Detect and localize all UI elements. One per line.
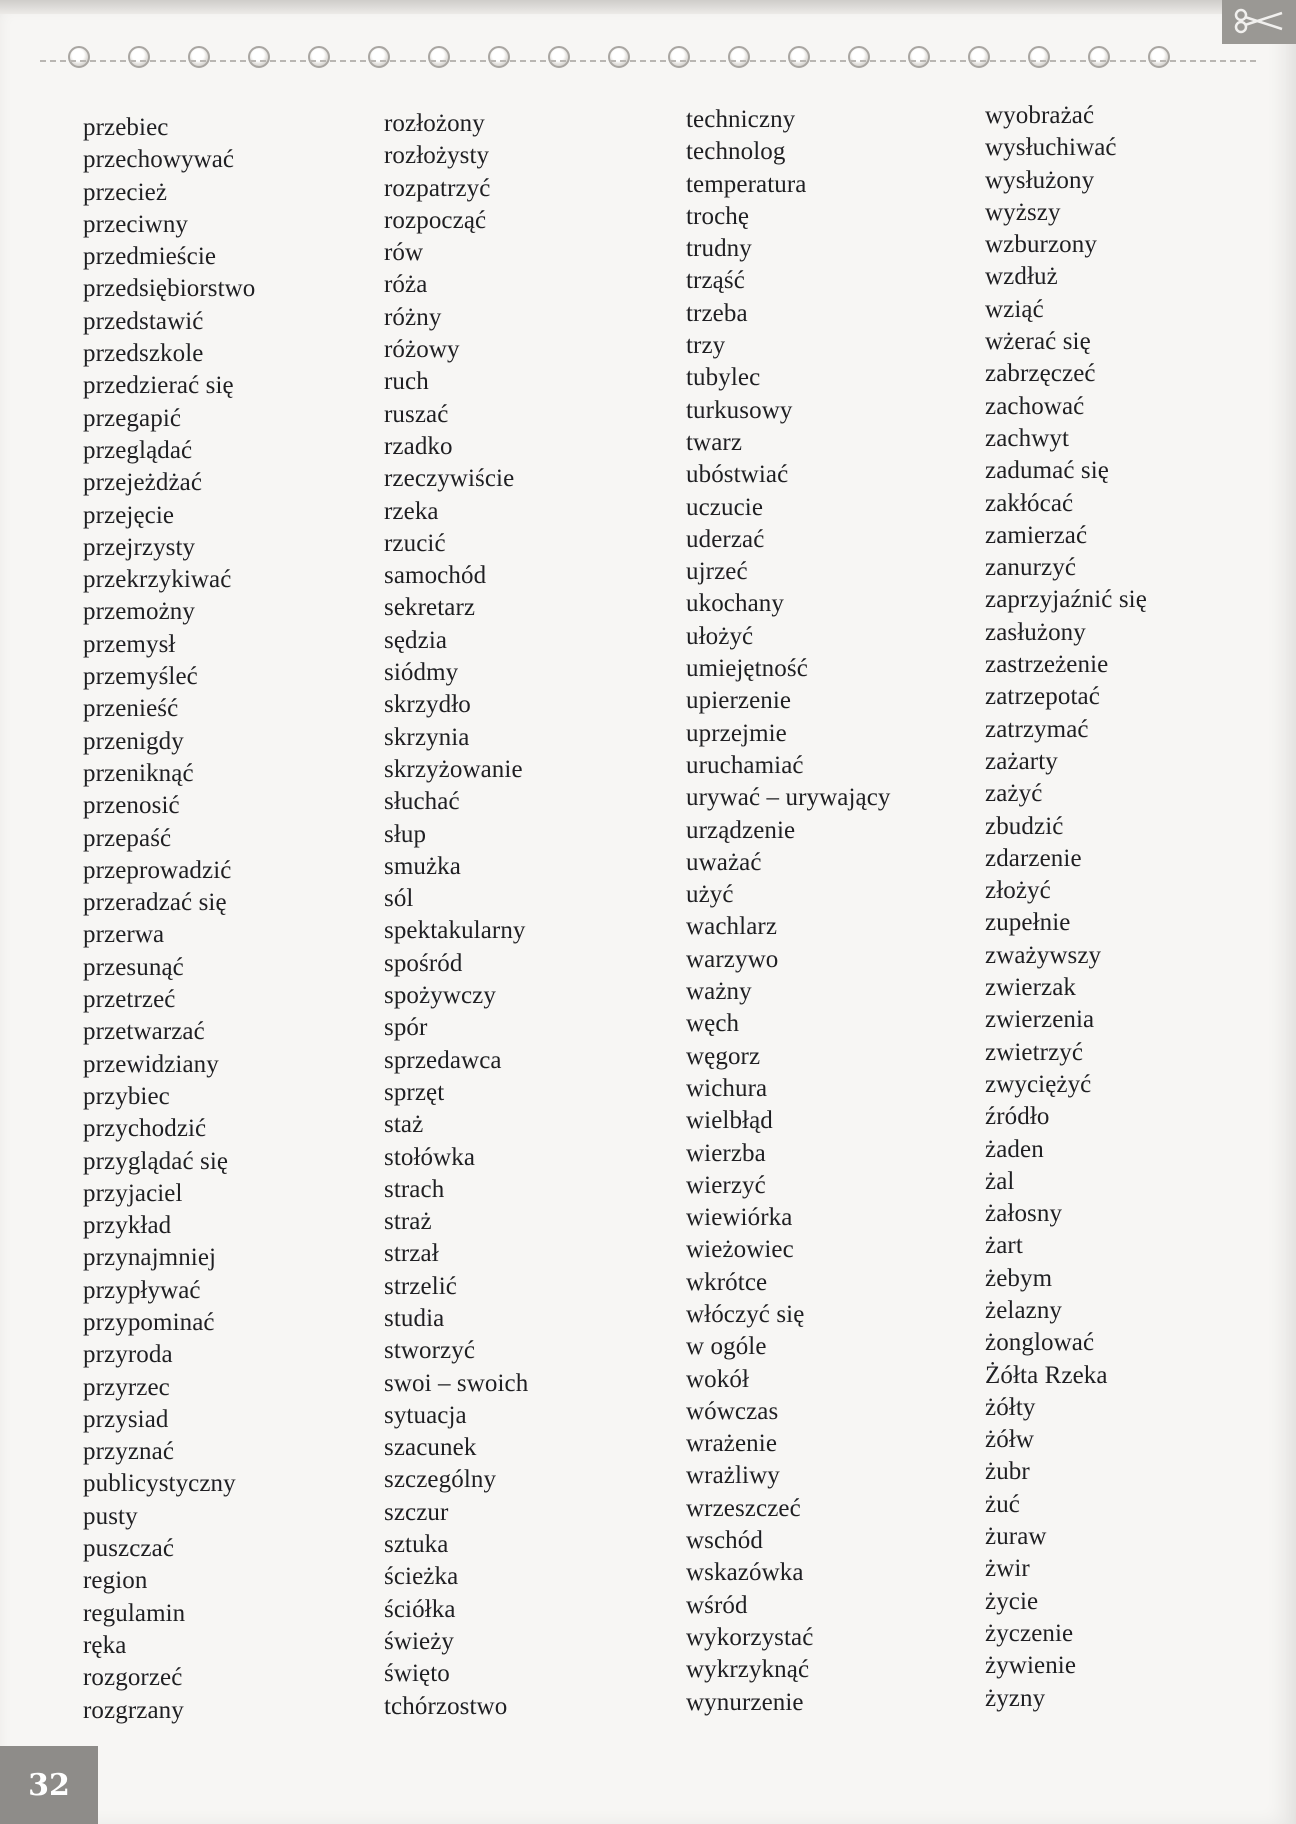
word-entry: rozgorzeć	[83, 1664, 183, 1692]
word-entry: Żółta Rzeka	[985, 1361, 1108, 1389]
word-entry: rozłożony	[384, 110, 485, 137]
word-entry: urządzenie	[686, 816, 796, 844]
punch-hole	[848, 46, 870, 68]
word-entry: trudny	[686, 235, 752, 263]
word-entry: zwierzenia	[985, 1006, 1095, 1034]
word-entry: słup	[384, 820, 427, 848]
word-entry: przedsiębiorstwo	[83, 275, 256, 303]
word-entry: uruchamiać	[686, 751, 804, 779]
word-entry: zatrzepotać	[985, 683, 1100, 711]
word-entry: sprzedawca	[384, 1046, 502, 1074]
word-entry: żonglować	[985, 1329, 1095, 1357]
punch-hole	[1148, 46, 1170, 68]
word-entry: trzy	[686, 332, 726, 360]
word-entry: studia	[384, 1304, 445, 1332]
word-entry: wrzeszczeć	[686, 1494, 801, 1522]
word-entry: żaden	[985, 1135, 1044, 1163]
word-entry: węch	[686, 1010, 740, 1038]
word-entry: urywać – urywający	[686, 784, 891, 812]
word-entry: wiewiórka	[686, 1204, 793, 1232]
word-entry: przegapić	[83, 404, 182, 432]
word-entry: życzenie	[985, 1619, 1074, 1647]
word-entry: zażarty	[985, 747, 1058, 775]
word-entry: przejrzysty	[83, 533, 196, 561]
punch-hole	[488, 46, 510, 68]
word-entry: włóczyć się	[686, 1300, 805, 1328]
word-entry: żelazny	[985, 1296, 1063, 1324]
word-entry: ruszać	[384, 400, 449, 428]
word-entry: przysiad	[83, 1405, 169, 1433]
punch-hole	[728, 46, 750, 68]
word-entry: rzadko	[384, 432, 453, 460]
word-entry: ułożyć	[686, 622, 754, 650]
word-entry: sekretarz	[384, 594, 476, 622]
word-entry: rów	[384, 239, 424, 267]
word-entry: regulamin	[83, 1599, 186, 1627]
word-entry: puszczać	[83, 1535, 175, 1563]
punch-hole	[188, 46, 210, 68]
word-entry: żuć	[985, 1490, 1020, 1518]
word-entry: zupełnie	[985, 909, 1071, 937]
word-column-4	[985, 100, 1147, 1715]
punch-hole	[68, 46, 90, 68]
word-entry: żart	[985, 1232, 1023, 1260]
word-entry: źródło	[985, 1103, 1050, 1131]
word-entry: rzeczywiście	[384, 465, 515, 493]
word-entry: sztuka	[384, 1531, 449, 1559]
word-entry: życie	[985, 1587, 1039, 1615]
word-entry: sprzęt	[384, 1078, 445, 1106]
punch-hole	[548, 46, 570, 68]
word-entry: upierzenie	[686, 687, 792, 715]
word-entry: sędzia	[384, 626, 448, 654]
word-entry: przyznać	[83, 1438, 175, 1466]
word-entry: wśród	[686, 1591, 748, 1619]
word-entry: rozgrzany	[83, 1696, 184, 1724]
word-entry: swoi – swoich	[384, 1369, 529, 1397]
punch-hole	[248, 46, 270, 68]
word-entry: zwietrzyć	[985, 1038, 1084, 1066]
word-entry: przebiec	[83, 114, 169, 141]
word-entry: zamierzać	[985, 521, 1088, 549]
word-entry: spożywczy	[384, 982, 496, 1010]
word-entry: rzeka	[384, 497, 439, 525]
word-entry: zastrzeżenie	[985, 651, 1109, 679]
word-entry: zatrzymać	[985, 715, 1089, 743]
word-entry: zaprzyjaźnić się	[985, 586, 1147, 614]
word-entry: zasłużony	[985, 618, 1086, 646]
punch-hole	[308, 46, 330, 68]
corner-tab	[1222, 0, 1296, 44]
word-entry: zbudzić	[985, 812, 1064, 840]
word-entry: zwierzak	[985, 974, 1077, 1002]
word-entry: siódmy	[384, 659, 459, 687]
word-entry: róża	[384, 271, 428, 299]
word-entry: wysłużony	[985, 166, 1095, 194]
punch-hole	[968, 46, 990, 68]
word-entry: staż	[384, 1111, 424, 1139]
word-entry: sól	[384, 885, 414, 913]
word-entry: zachwyt	[985, 424, 1069, 452]
word-entry: wzdłuż	[985, 263, 1058, 291]
word-entry: przejeżdżać	[83, 469, 203, 497]
punch-hole	[908, 46, 930, 68]
word-entry: ręka	[83, 1631, 127, 1659]
word-entry: przynajmniej	[83, 1244, 217, 1272]
word-entry: wówczas	[686, 1397, 779, 1425]
word-entry: przewidziany	[83, 1050, 219, 1078]
word-entry: różowy	[384, 336, 460, 364]
word-entry: rozpatrzyć	[384, 174, 491, 202]
word-entry: przedmieście	[83, 243, 217, 271]
word-entry: przetrzeć	[83, 986, 176, 1014]
word-entry: przykład	[83, 1212, 172, 1240]
word-entry: wrażliwy	[686, 1462, 780, 1490]
word-entry: zważywszy	[985, 941, 1102, 969]
word-entry: wzburzony	[985, 231, 1097, 259]
word-entry: przesunąć	[83, 953, 184, 981]
word-entry: przyroda	[83, 1341, 173, 1369]
word-entry: wyższy	[985, 198, 1061, 226]
word-entry: ukochany	[686, 590, 784, 618]
word-entry: przekrzykiwać	[83, 566, 232, 594]
word-entry: wykrzyknąć	[686, 1656, 810, 1684]
word-entry: temperatura	[686, 170, 807, 198]
word-entry: wichura	[686, 1074, 768, 1102]
word-entry: żyzny	[985, 1684, 1046, 1712]
perforation-strip	[40, 42, 1256, 72]
page-number: 32	[0, 1746, 98, 1824]
word-entry: ścieżka	[384, 1563, 459, 1591]
word-entry: szczur	[384, 1498, 449, 1526]
word-entry: przypływać	[83, 1276, 201, 1304]
word-entry: trochę	[686, 202, 750, 230]
word-entry: strzelić	[384, 1272, 457, 1300]
word-entry: uderzać	[686, 525, 765, 553]
word-entry: wziąć	[985, 295, 1044, 323]
punch-hole	[1028, 46, 1050, 68]
word-entry: tubylec	[686, 364, 761, 392]
word-entry: rozpocząć	[384, 206, 487, 234]
word-entry: przeradzać się	[83, 889, 227, 917]
word-entry: złożyć	[985, 877, 1051, 905]
word-entry: przemyśleć	[83, 663, 198, 691]
word-entry: spośród	[384, 949, 463, 977]
word-entry: wskazówka	[686, 1559, 804, 1587]
word-entry: trzeba	[686, 299, 748, 327]
word-entry: wykorzystać	[686, 1623, 814, 1651]
word-entry: wokół	[686, 1365, 749, 1393]
word-entry: zakłócać	[985, 489, 1074, 517]
word-entry: przedzierać się	[83, 372, 234, 400]
word-entry: przepaść	[83, 824, 172, 852]
word-entry: wierzba	[686, 1139, 766, 1167]
word-entry: spektakularny	[384, 917, 526, 945]
word-entry: wschód	[686, 1527, 763, 1555]
punch-hole	[368, 46, 390, 68]
word-entry: święto	[384, 1660, 450, 1688]
word-column-2	[384, 108, 528, 1723]
word-entry: żywienie	[985, 1652, 1077, 1680]
word-entry: przechowywać	[83, 146, 235, 174]
word-entry: uważać	[686, 848, 762, 876]
word-entry: stworzyć	[384, 1337, 476, 1365]
word-entry: zażyć	[985, 780, 1043, 808]
word-entry: przerwa	[83, 921, 165, 949]
word-entry: wierzyć	[686, 1171, 766, 1199]
word-entry: trząść	[686, 267, 745, 295]
word-entry: straż	[384, 1208, 432, 1236]
scissors-icon	[1232, 8, 1286, 34]
word-entry: publicystyczny	[83, 1470, 236, 1498]
word-entry: przedszkole	[83, 340, 204, 368]
word-entry: skrzynia	[384, 723, 470, 751]
word-entry: smużka	[384, 852, 461, 880]
word-entry: uczucie	[686, 493, 764, 521]
word-entry: żal	[985, 1167, 1015, 1195]
word-entry: techniczny	[686, 106, 796, 133]
word-entry: przetwarzać	[83, 1018, 205, 1046]
word-entry: stołówka	[384, 1143, 476, 1171]
word-entry: zdarzenie	[985, 844, 1082, 872]
word-entry: zabrzęczeć	[985, 360, 1096, 388]
punch-hole	[608, 46, 630, 68]
word-entry: przenigdy	[83, 727, 184, 755]
word-entry: twarz	[686, 428, 743, 456]
word-entry: przenosić	[83, 792, 180, 820]
punch-hole	[1088, 46, 1110, 68]
word-entry: przeciwny	[83, 210, 189, 238]
word-entry: wynurzenie	[686, 1688, 804, 1716]
word-entry: słuchać	[384, 788, 460, 816]
word-entry: w ogóle	[686, 1333, 767, 1361]
word-entry: przemysł	[83, 630, 176, 658]
word-entry: żwir	[985, 1555, 1030, 1583]
word-column-1	[83, 112, 255, 1727]
word-entry: region	[83, 1567, 148, 1595]
word-entry: skrzyżowanie	[384, 755, 523, 783]
word-entry: węgorz	[686, 1042, 761, 1070]
punch-hole	[668, 46, 690, 68]
word-entry: ściółka	[384, 1595, 456, 1623]
word-entry: różny	[384, 303, 442, 331]
word-entry: przychodzić	[83, 1115, 207, 1143]
punch-hole	[128, 46, 150, 68]
word-entry: użyć	[686, 881, 734, 909]
word-entry: wysłuchiwać	[985, 134, 1117, 162]
word-entry: rzucić	[384, 529, 446, 557]
word-entry: zachować	[985, 392, 1085, 420]
page-top-edge	[0, 0, 1296, 14]
word-entry: szacunek	[384, 1434, 477, 1462]
word-entry: wrażenie	[686, 1430, 778, 1458]
word-entry: wieżowiec	[686, 1236, 794, 1264]
word-entry: uprzejmie	[686, 719, 787, 747]
word-entry: ubóstwiać	[686, 461, 789, 489]
word-entry: skrzydło	[384, 691, 471, 719]
word-entry: przemożny	[83, 598, 195, 626]
word-entry: rozłożysty	[384, 142, 490, 170]
word-entry: przyjaciel	[83, 1179, 183, 1207]
word-entry: zwyciężyć	[985, 1070, 1092, 1098]
word-entry: żółty	[985, 1393, 1036, 1421]
word-entry: wachlarz	[686, 913, 778, 941]
word-entry: zanurzyć	[985, 554, 1077, 582]
word-entry: żubr	[985, 1458, 1030, 1486]
perforation-line	[40, 60, 1256, 62]
punch-hole	[788, 46, 810, 68]
punch-hole	[428, 46, 450, 68]
word-entry: pusty	[83, 1502, 138, 1530]
word-entry: żebym	[985, 1264, 1053, 1292]
word-entry: ujrzeć	[686, 558, 748, 586]
word-entry: ważny	[686, 978, 752, 1006]
word-entry: przecież	[83, 178, 168, 206]
word-entry: przyrzec	[83, 1373, 170, 1401]
word-entry: szczególny	[384, 1466, 497, 1494]
word-entry: przypominać	[83, 1308, 215, 1336]
word-entry: strzał	[384, 1240, 439, 1268]
word-entry: przedstawić	[83, 307, 204, 335]
word-entry: warzywo	[686, 945, 779, 973]
word-entry: przejęcie	[83, 501, 175, 529]
word-entry: sytuacja	[384, 1401, 467, 1429]
word-entry: przyglądać się	[83, 1147, 229, 1175]
word-entry: żałosny	[985, 1200, 1063, 1228]
word-entry: ruch	[384, 368, 429, 396]
word-entry: technolog	[686, 138, 786, 166]
word-entry: zadumać się	[985, 457, 1109, 485]
word-entry: żółw	[985, 1426, 1034, 1454]
word-entry: świeży	[384, 1627, 455, 1655]
word-entry: przeniknąć	[83, 759, 194, 787]
word-entry: strach	[384, 1175, 445, 1203]
word-entry: wkrótce	[686, 1268, 768, 1296]
word-column-3	[686, 104, 891, 1719]
word-entry: spór	[384, 1014, 428, 1042]
word-entry: umiejętność	[686, 655, 808, 683]
word-entry: wyobrażać	[985, 102, 1095, 129]
word-entry: przybiec	[83, 1082, 170, 1110]
word-entry: wżerać się	[985, 328, 1091, 356]
word-entry: samochód	[384, 562, 487, 590]
word-entry: wielbłąd	[686, 1107, 773, 1135]
word-entry: przenieść	[83, 695, 179, 723]
word-entry: przeprowadzić	[83, 856, 232, 884]
word-entry: turkusowy	[686, 396, 793, 424]
word-entry: żuraw	[985, 1523, 1047, 1551]
word-entry: przeglądać	[83, 436, 193, 464]
word-entry: tchórzostwo	[384, 1692, 508, 1720]
